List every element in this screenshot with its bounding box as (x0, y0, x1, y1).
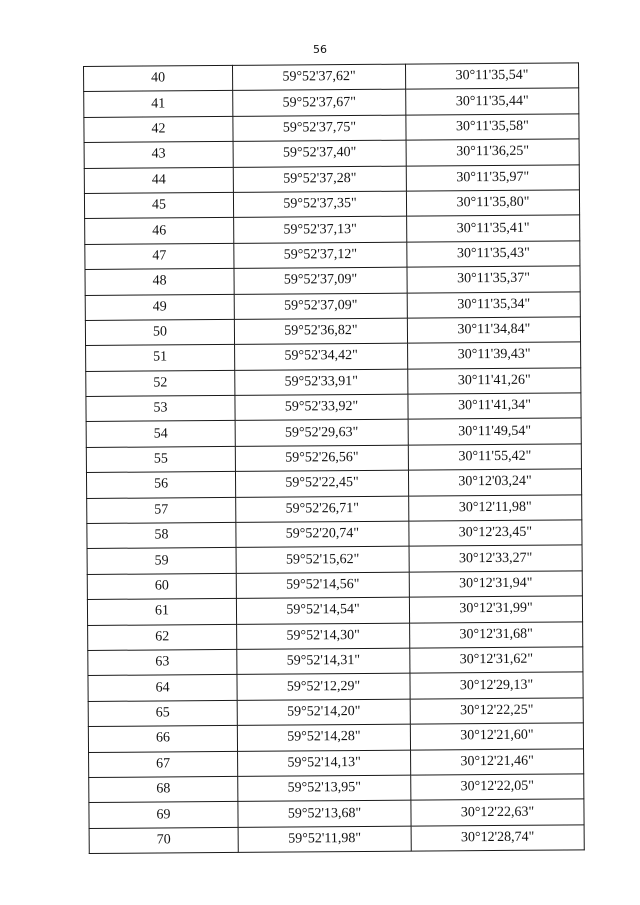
longitude-cell: 30°12'22,05" (411, 774, 584, 801)
table-row (86, 393, 581, 422)
table-row (84, 63, 579, 92)
table-row (89, 774, 584, 803)
table-row (89, 748, 584, 777)
point-number-cell: 43 (84, 142, 233, 168)
table-row (87, 494, 582, 523)
point-number-cell: 48 (85, 269, 234, 295)
longitude-cell: 30°12'31,94" (409, 571, 582, 598)
latitude-cell: 59°52'14,56" (236, 572, 409, 599)
longitude-cell: 30°11'35,34" (407, 291, 580, 318)
point-number-cell: 61 (87, 599, 236, 625)
table-row (88, 672, 583, 701)
table-row (88, 647, 583, 676)
table-row (88, 723, 583, 752)
longitude-cell: 30°11'41,26" (408, 368, 581, 395)
latitude-cell: 59°52'14,30" (237, 623, 410, 650)
latitude-cell: 59°52'37,13" (234, 216, 407, 243)
latitude-cell: 59°52'14,54" (236, 597, 409, 624)
coordinates-table-body (84, 63, 585, 854)
latitude-cell: 59°52'14,13" (238, 750, 411, 777)
point-number-cell: 69 (89, 802, 238, 828)
latitude-cell: 59°52'14,20" (237, 699, 410, 726)
longitude-cell: 30°11'35,37" (407, 266, 580, 293)
point-number-cell: 41 (84, 91, 233, 117)
latitude-cell: 59°52'34,42" (235, 343, 408, 370)
point-number-cell: 52 (86, 370, 235, 396)
longitude-cell: 30°12'21,46" (411, 748, 584, 775)
table-row (86, 368, 581, 397)
latitude-cell: 59°52'37,40" (233, 140, 406, 167)
table-row (85, 241, 580, 270)
latitude-cell: 59°52'33,91" (235, 369, 408, 396)
point-number-cell: 57 (87, 497, 236, 523)
longitude-cell: 30°11'35,43" (407, 241, 580, 268)
point-number-cell: 46 (85, 218, 234, 244)
point-number-cell: 65 (88, 700, 237, 726)
longitude-cell: 30°11'35,44" (406, 88, 579, 115)
point-number-cell: 56 (86, 472, 235, 498)
point-number-cell: 50 (85, 319, 234, 345)
longitude-cell: 30°12'29,13" (410, 672, 583, 699)
point-number-cell: 47 (85, 243, 234, 269)
longitude-cell: 30°12'11,98" (409, 494, 582, 521)
latitude-cell: 59°52'33,92" (235, 394, 408, 421)
longitude-cell: 30°11'36,25" (406, 139, 579, 166)
table-row (85, 266, 580, 295)
table-row (86, 444, 581, 473)
table-row (85, 215, 580, 244)
point-number-cell: 42 (84, 116, 233, 142)
table-row (87, 520, 582, 549)
latitude-cell: 59°52'13,68" (238, 800, 411, 827)
table-row (86, 469, 581, 498)
latitude-cell: 59°52'14,31" (237, 648, 410, 675)
longitude-cell: 30°11'35,80" (406, 190, 579, 217)
point-number-cell: 40 (84, 65, 233, 91)
longitude-cell: 30°11'39,43" (408, 342, 581, 369)
point-number-cell: 49 (85, 294, 234, 320)
latitude-cell: 59°52'37,35" (233, 191, 406, 218)
point-number-cell: 63 (88, 649, 237, 675)
latitude-cell: 59°52'37,12" (234, 242, 407, 269)
latitude-cell: 59°52'12,29" (237, 673, 410, 700)
longitude-cell: 30°12'23,45" (409, 520, 582, 547)
longitude-cell: 30°12'33,27" (409, 545, 582, 572)
table-row (88, 621, 583, 650)
latitude-cell: 59°52'26,71" (236, 496, 409, 523)
latitude-cell: 59°52'37,09" (234, 267, 407, 294)
longitude-cell: 30°12'03,24" (408, 469, 581, 496)
point-number-cell: 55 (86, 446, 235, 472)
latitude-cell: 59°52'15,62" (236, 547, 409, 574)
point-number-cell: 66 (88, 726, 237, 752)
longitude-cell: 30°11'49,54" (408, 418, 581, 445)
latitude-cell: 59°52'36,82" (234, 318, 407, 345)
coordinates-table (83, 62, 585, 854)
table-row (86, 342, 581, 371)
longitude-cell: 30°11'41,34" (408, 393, 581, 420)
point-number-cell: 68 (89, 776, 238, 802)
point-number-cell: 62 (88, 624, 237, 650)
longitude-cell: 30°12'31,62" (410, 647, 583, 674)
latitude-cell: 59°52'37,09" (234, 293, 407, 320)
point-number-cell: 45 (84, 192, 233, 218)
latitude-cell: 59°52'29,63" (235, 420, 408, 447)
longitude-cell: 30°12'22,25" (410, 698, 583, 725)
table-row (86, 418, 581, 447)
table-row (84, 88, 579, 117)
point-number-cell: 44 (84, 167, 233, 193)
table-row (85, 317, 580, 346)
latitude-cell: 59°52'37,75" (233, 115, 406, 142)
table-row (89, 799, 584, 828)
latitude-cell: 59°52'37,67" (233, 90, 406, 117)
table-row (84, 139, 579, 168)
latitude-cell: 59°52'11,98" (238, 826, 411, 853)
point-number-cell: 58 (87, 522, 236, 548)
latitude-cell: 59°52'37,62" (232, 64, 405, 91)
point-number-cell: 53 (86, 395, 235, 421)
table-row (84, 164, 579, 193)
point-number-cell: 51 (86, 345, 235, 371)
point-number-cell: 54 (86, 421, 235, 447)
page-number: 56 (313, 43, 327, 56)
table-row (89, 825, 584, 854)
table-row (84, 114, 579, 143)
table-row (87, 596, 582, 625)
table-row (85, 291, 580, 320)
longitude-cell: 30°11'35,54" (405, 63, 578, 90)
longitude-cell: 30°12'22,63" (411, 799, 584, 826)
point-number-cell: 70 (89, 827, 238, 853)
latitude-cell: 59°52'26,56" (235, 445, 408, 472)
longitude-cell: 30°11'55,42" (408, 444, 581, 471)
latitude-cell: 59°52'20,74" (236, 521, 409, 548)
latitude-cell: 59°52'22,45" (235, 470, 408, 497)
longitude-cell: 30°12'31,68" (410, 621, 583, 648)
longitude-cell: 30°11'35,97" (406, 164, 579, 191)
table-row (87, 545, 582, 574)
longitude-cell: 30°12'28,74" (411, 825, 584, 852)
longitude-cell: 30°11'35,41" (407, 215, 580, 242)
longitude-cell: 30°11'34,84" (407, 317, 580, 344)
point-number-cell: 59 (87, 548, 236, 574)
table-row (87, 571, 582, 600)
latitude-cell: 59°52'37,28" (233, 166, 406, 193)
table-row (84, 190, 579, 219)
point-number-cell: 64 (88, 675, 237, 701)
longitude-cell: 30°12'31,99" (409, 596, 582, 623)
latitude-cell: 59°52'14,28" (237, 724, 410, 751)
longitude-cell: 30°11'35,58" (406, 114, 579, 141)
table-row (88, 698, 583, 727)
longitude-cell: 30°12'21,60" (410, 723, 583, 750)
latitude-cell: 59°52'13,95" (238, 775, 411, 802)
point-number-cell: 67 (89, 751, 238, 777)
point-number-cell: 60 (87, 573, 236, 599)
